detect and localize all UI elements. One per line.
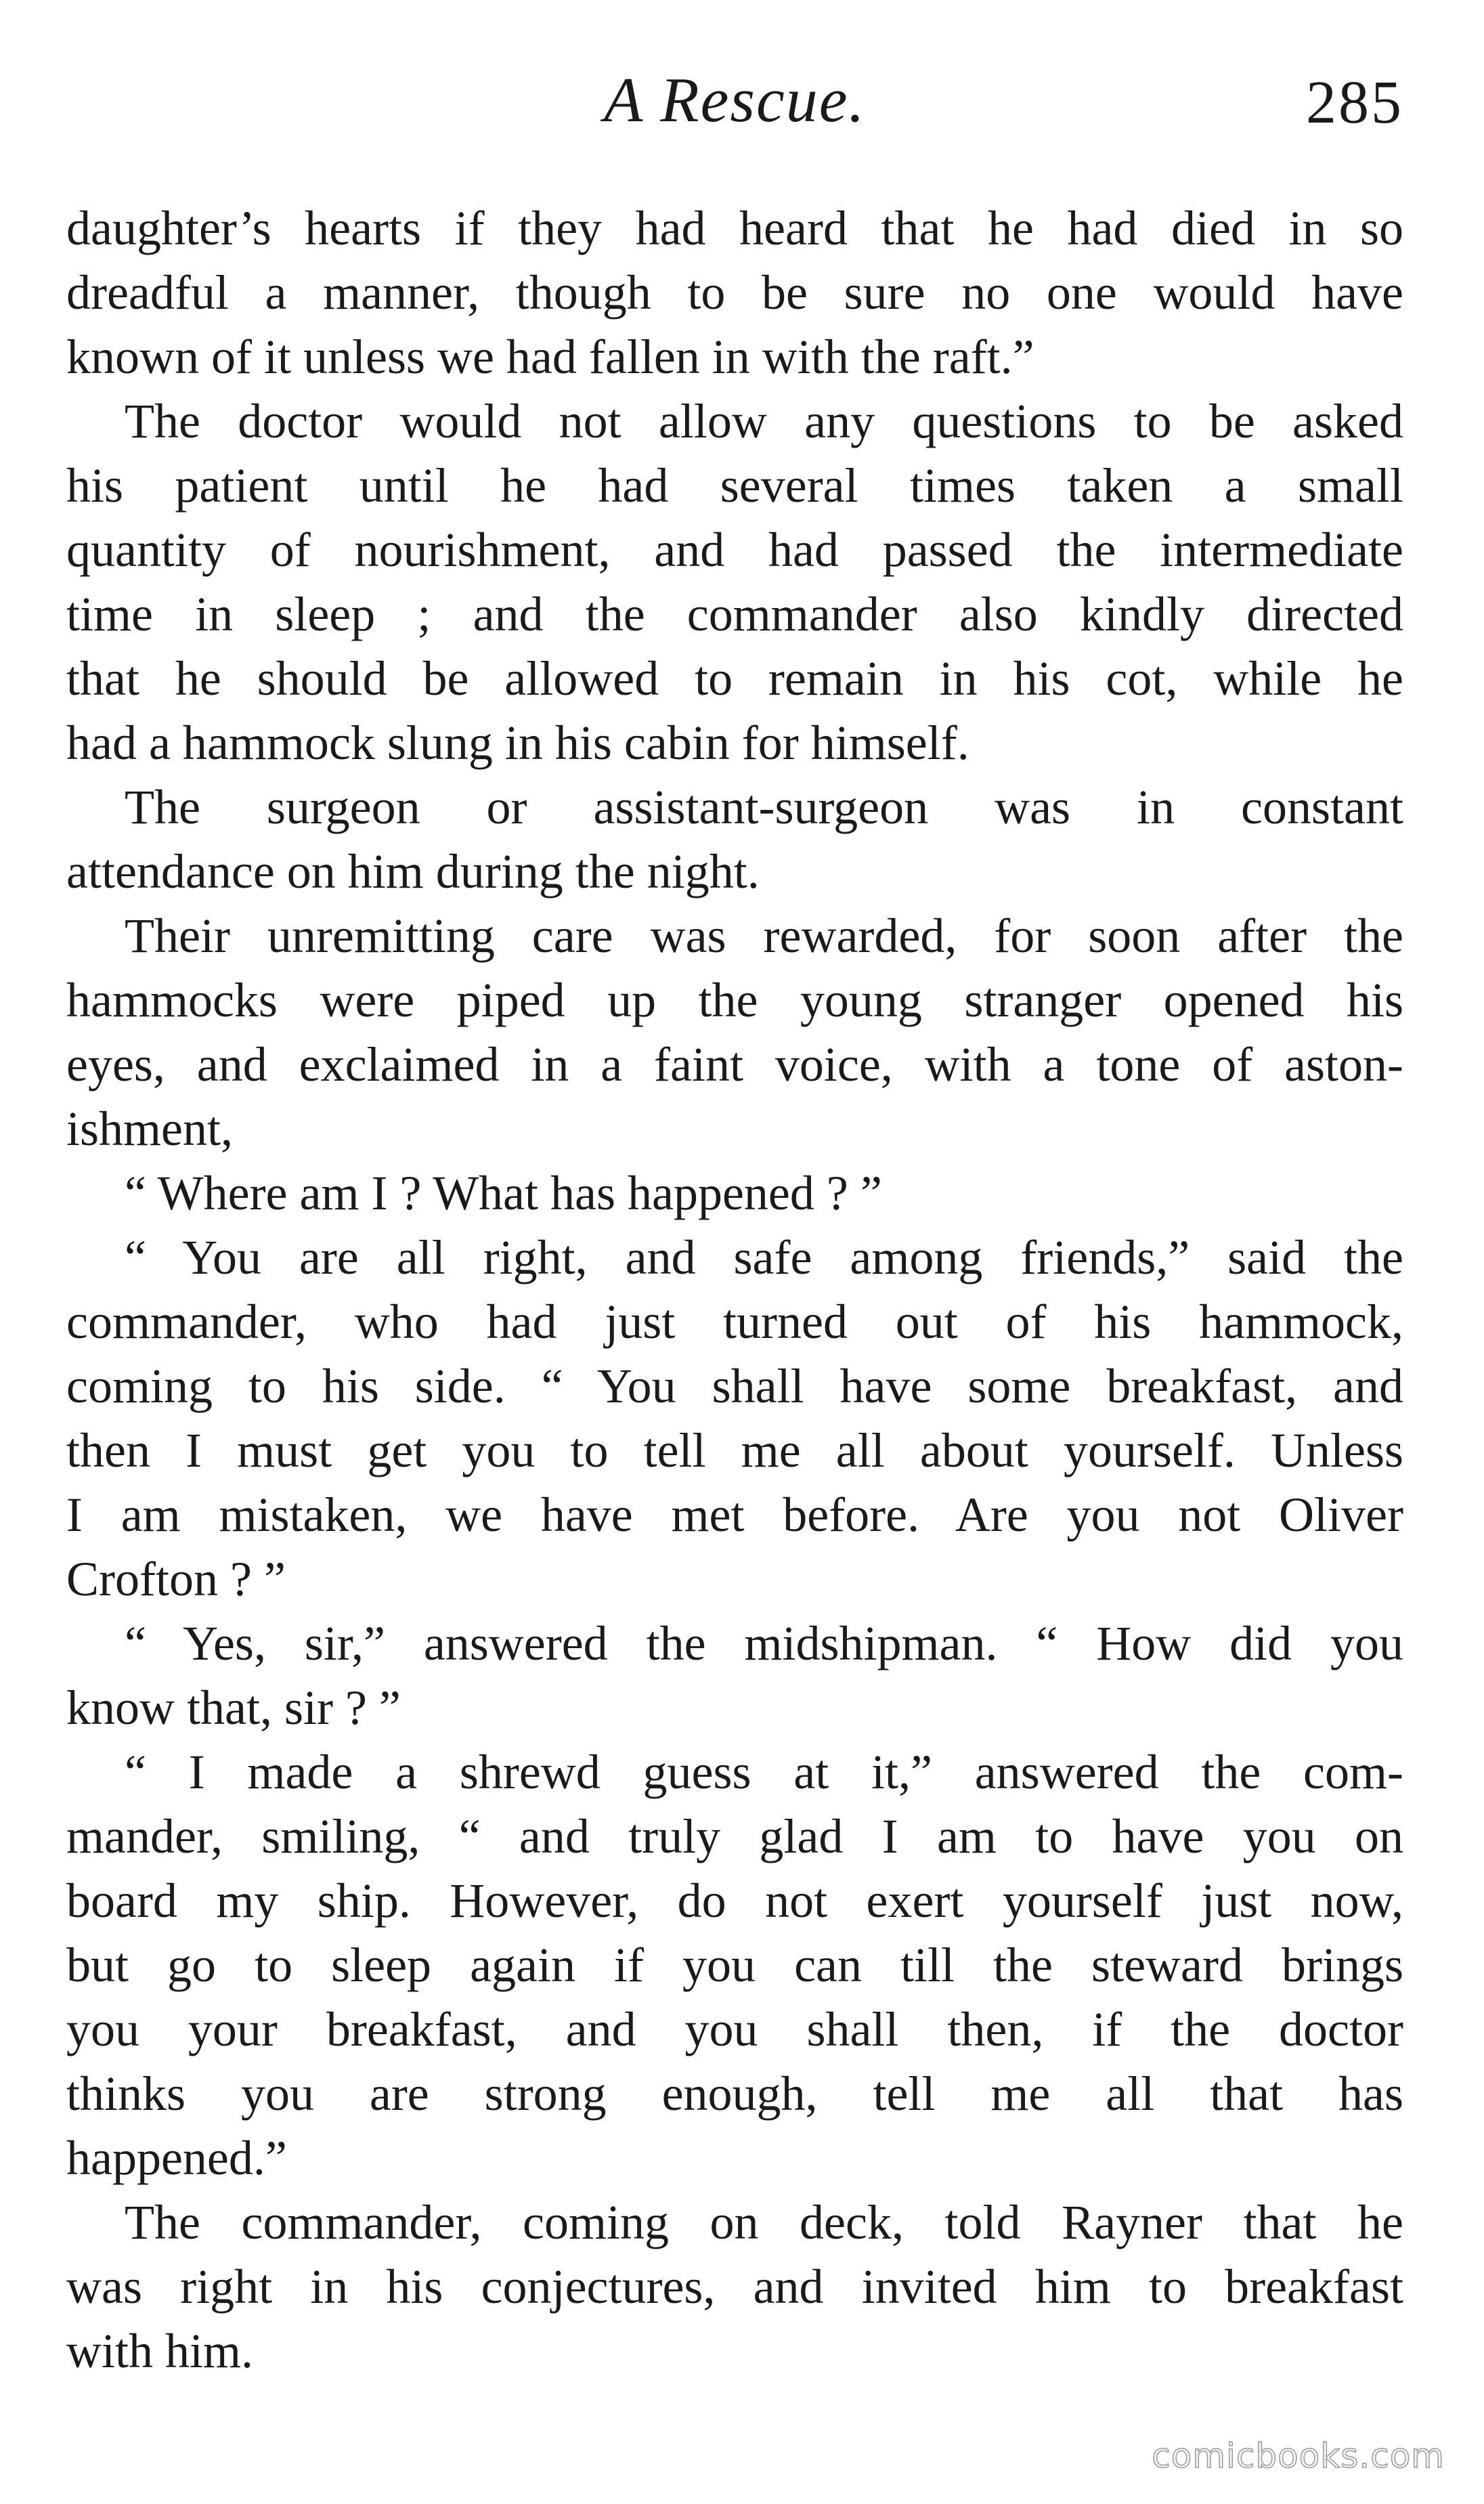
- text-line: “ Yes, sir,” answered the midshipman. “ How did you: [125, 1616, 1403, 1670]
- text-line: “ Where am I ? What has happened ? ”: [125, 1166, 882, 1220]
- text-line: happened.”: [66, 2131, 287, 2185]
- text-line: “ I made a shrewd guess at it,” answered the com-: [125, 1745, 1403, 1799]
- text-line: thinks you are strong enough, tell me all that has: [66, 2067, 1403, 2121]
- text-line: The doctor would not allow any questions to be asked: [125, 394, 1403, 448]
- text-line: commander, who had just turned out of his hammock,: [66, 1295, 1403, 1349]
- text-line: his patient until he had several times taken a small: [66, 458, 1403, 513]
- running-title: A Rescue.: [604, 65, 866, 135]
- text-line: hammocks were piped up the young stranger opened his: [66, 973, 1403, 1027]
- text-line: had a hammock slung in his cabin for himself.: [66, 716, 969, 770]
- text-line: mander, smiling, “ and truly glad I am to have you on: [66, 1809, 1403, 1863]
- text-line: Crofton ? ”: [66, 1552, 286, 1606]
- text-line: you your breakfast, and you shall then, if the doctor: [66, 2002, 1403, 2056]
- body-text: [66, 196, 1403, 2383]
- text-line: “ You are all right, and safe among friends,” said the: [125, 1230, 1403, 1285]
- text-line: I am mistaken, we have met before. Are you not Oliver: [66, 1488, 1403, 1542]
- text-line: dreadful a manner, though to be sure no one would have: [66, 265, 1403, 320]
- text-line: was right in his conjectures, and invited him to breakfast: [66, 2260, 1403, 2314]
- text-line: that he should be allowed to remain in his cot, while he: [66, 651, 1403, 706]
- text-line: known of it unless we had fallen in with the raft.”: [66, 330, 1034, 384]
- text-line: ishment,: [66, 1102, 233, 1156]
- text-line: but go to sleep again if you can till the steward brings: [66, 1938, 1403, 1992]
- text-line: The commander, coming on deck, told Rayner that he: [125, 2195, 1403, 2249]
- text-line: daughter’s hearts if they had heard that he had died in so: [66, 201, 1403, 255]
- text-line: The surgeon or assistant-surgeon was in constant: [125, 780, 1403, 834]
- text-line: board my ship. However, do not exert yourself just now,: [66, 1874, 1403, 1928]
- text-line: time in sleep ; and the commander also kindly directed: [66, 587, 1403, 641]
- text-line: then I must get you to tell me all about yourself. Unless: [66, 1423, 1403, 1477]
- text-line: attendance on him during the night.: [66, 844, 760, 899]
- text-line: eyes, and exclaimed in a faint voice, with a tone of aston-: [66, 1037, 1403, 1092]
- text-line: know that, sir ? ”: [66, 1681, 401, 1735]
- text-line: with him.: [66, 2324, 254, 2378]
- text-line: quantity of nourishment, and had passed the intermediate: [66, 523, 1403, 577]
- text-line: Their unremitting care was rewarded, for soon after the: [125, 909, 1403, 963]
- page-number: 285: [1306, 69, 1403, 136]
- watermark: comicbooks.com: [1152, 2436, 1445, 2476]
- text-line: coming to his side. “ You shall have some breakfast, and: [66, 1359, 1403, 1413]
- running-head: [66, 60, 1403, 148]
